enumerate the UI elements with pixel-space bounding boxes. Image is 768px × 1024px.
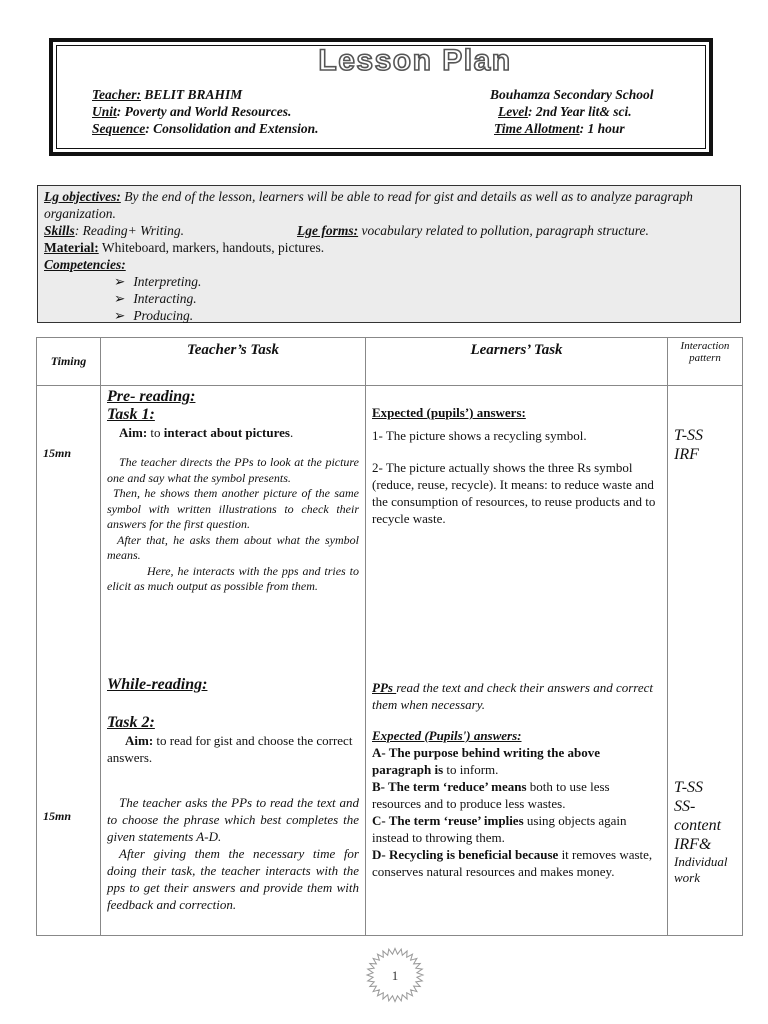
- task2-para: After giving them the necessary time for doing their task, the teacher interacts with the pps to get their answers and provide them with feedback and correction.: [107, 846, 359, 912]
- task1-title: Task 1:: [107, 406, 155, 423]
- task1-para: The teacher directs the PPs to look at the picture one and say what the symbol presents.: [107, 455, 359, 485]
- table-row: [37, 386, 743, 936]
- teacher-value: BELIT BRAHIM: [141, 87, 243, 102]
- header-learners-task: Learners’ Task: [366, 338, 668, 386]
- page-number-badge: [364, 946, 426, 1004]
- answer-d: D- Recycling is beneficial because it removes waste, conserves natural resources and makes money.: [372, 847, 653, 879]
- page-number: 1: [391, 968, 399, 983]
- expected-answers-label: Expected (pupils’) answers:: [372, 405, 526, 420]
- time-allotment-line: [494, 120, 625, 137]
- learners-task-cell: [366, 386, 668, 936]
- teacher-task-cell: [101, 386, 366, 936]
- time-value: : 1 hour: [579, 121, 625, 136]
- interaction-row2: T-SS SS- content IRF& Individual work: [674, 779, 728, 885]
- stage-pre-reading: Pre- reading:: [107, 388, 196, 405]
- svg-text:Lesson Plan: Lesson Plan: [318, 44, 512, 77]
- interaction-cell: [668, 386, 743, 936]
- level-value: : 2nd Year lit& sci.: [527, 104, 632, 119]
- lge-forms: Lge forms: vocabulary related to pollution, paragraph structure.: [297, 223, 649, 238]
- timing-row2: 15mn: [43, 809, 72, 823]
- material-line: Material: Whiteboard, markers, handouts, pictures.: [44, 240, 325, 255]
- header-interaction-pattern: Interaction pattern: [668, 338, 743, 386]
- lesson-plan-title: [280, 40, 550, 78]
- competency-item: ➢ Interpreting.: [114, 274, 202, 289]
- task2-para: The teacher asks the PPs to read the text and to choose the phrase which best completes the given statements A-D.: [107, 795, 359, 844]
- task1-para: Here, he interacts with the pps and tries to elicit as much output as possible from them.: [107, 563, 359, 593]
- unit-line: [92, 103, 291, 120]
- pps-instruction: PPs read the text and check their answers and correct them when necessary.: [372, 680, 654, 712]
- sequence-line: [92, 120, 319, 137]
- school-name: Bouhamza Secondary School: [490, 87, 654, 102]
- timing-row1: 15mn: [43, 446, 72, 460]
- stage-while-reading: While-reading:: [107, 676, 208, 693]
- table-header-row: [37, 338, 743, 386]
- task2-aim: Aim: to read for gist and choose the correct answers.: [107, 733, 353, 765]
- task1-para: Then, he shows them another picture of the same symbol with written illustrations to check their answers for the first question.: [107, 486, 359, 531]
- sequence-value: : Consolidation and Extension.: [145, 121, 319, 136]
- unit-value: : Poverty and World Resources.: [116, 104, 292, 119]
- answer-b: B- The term ‘reduce’ means both to use less resources and to produce less wastes.: [372, 779, 610, 811]
- lesson-table: [36, 337, 743, 936]
- objectives-box: [37, 185, 741, 323]
- teacher-label: Teacher:: [92, 87, 141, 102]
- task2-title: Task 2:: [107, 714, 155, 731]
- level-line: [498, 103, 632, 120]
- expected-answers-label-2: Expected (Pupils') answers:: [372, 728, 522, 743]
- task1-para: After that, he asks them about what the symbol means.: [107, 532, 359, 562]
- timing-cell: [37, 386, 101, 936]
- unit-label: Unit: [92, 104, 117, 119]
- lg-objectives: Lg objectives: By the end of the lesson, learners will be able to read for gist and details as well as to analyze paragraph organization.: [44, 189, 693, 221]
- competency-item: ➢ Interacting.: [114, 291, 197, 306]
- sequence-label: Sequence: [92, 121, 146, 136]
- answer-a: A- The purpose behind writing the above paragraph is to inform.: [372, 745, 601, 777]
- interaction-row1: T-SS IRF: [674, 427, 704, 463]
- header-teacher-task: Teacher’s Task: [101, 338, 366, 386]
- teacher-line: [92, 86, 242, 103]
- competencies-label: Competencies:: [44, 257, 126, 272]
- answer-c: C- The term ‘reuse’ implies using objects again instead to throwing them.: [372, 813, 627, 845]
- answer-1: 1- The picture shows a recycling symbol.: [372, 428, 587, 443]
- answer-2: 2- The picture actually shows the three Rs symbol (reduce, reuse, recycle). It means: to reduce waste and the consumption of resources, to reuse products and to recycle waste.: [372, 460, 656, 526]
- level-label: Level: [498, 104, 528, 119]
- time-label: Time Allotment: [494, 121, 580, 136]
- skills-line: Skills: Reading+ Writing. Lge forms: vocabulary related to pollution, paragraph structure.: [44, 223, 649, 238]
- task1-aim: Aim: to interact about pictures.: [119, 425, 294, 440]
- competency-item: ➢ Producing.: [114, 308, 194, 323]
- header-timing: Timing: [37, 338, 101, 386]
